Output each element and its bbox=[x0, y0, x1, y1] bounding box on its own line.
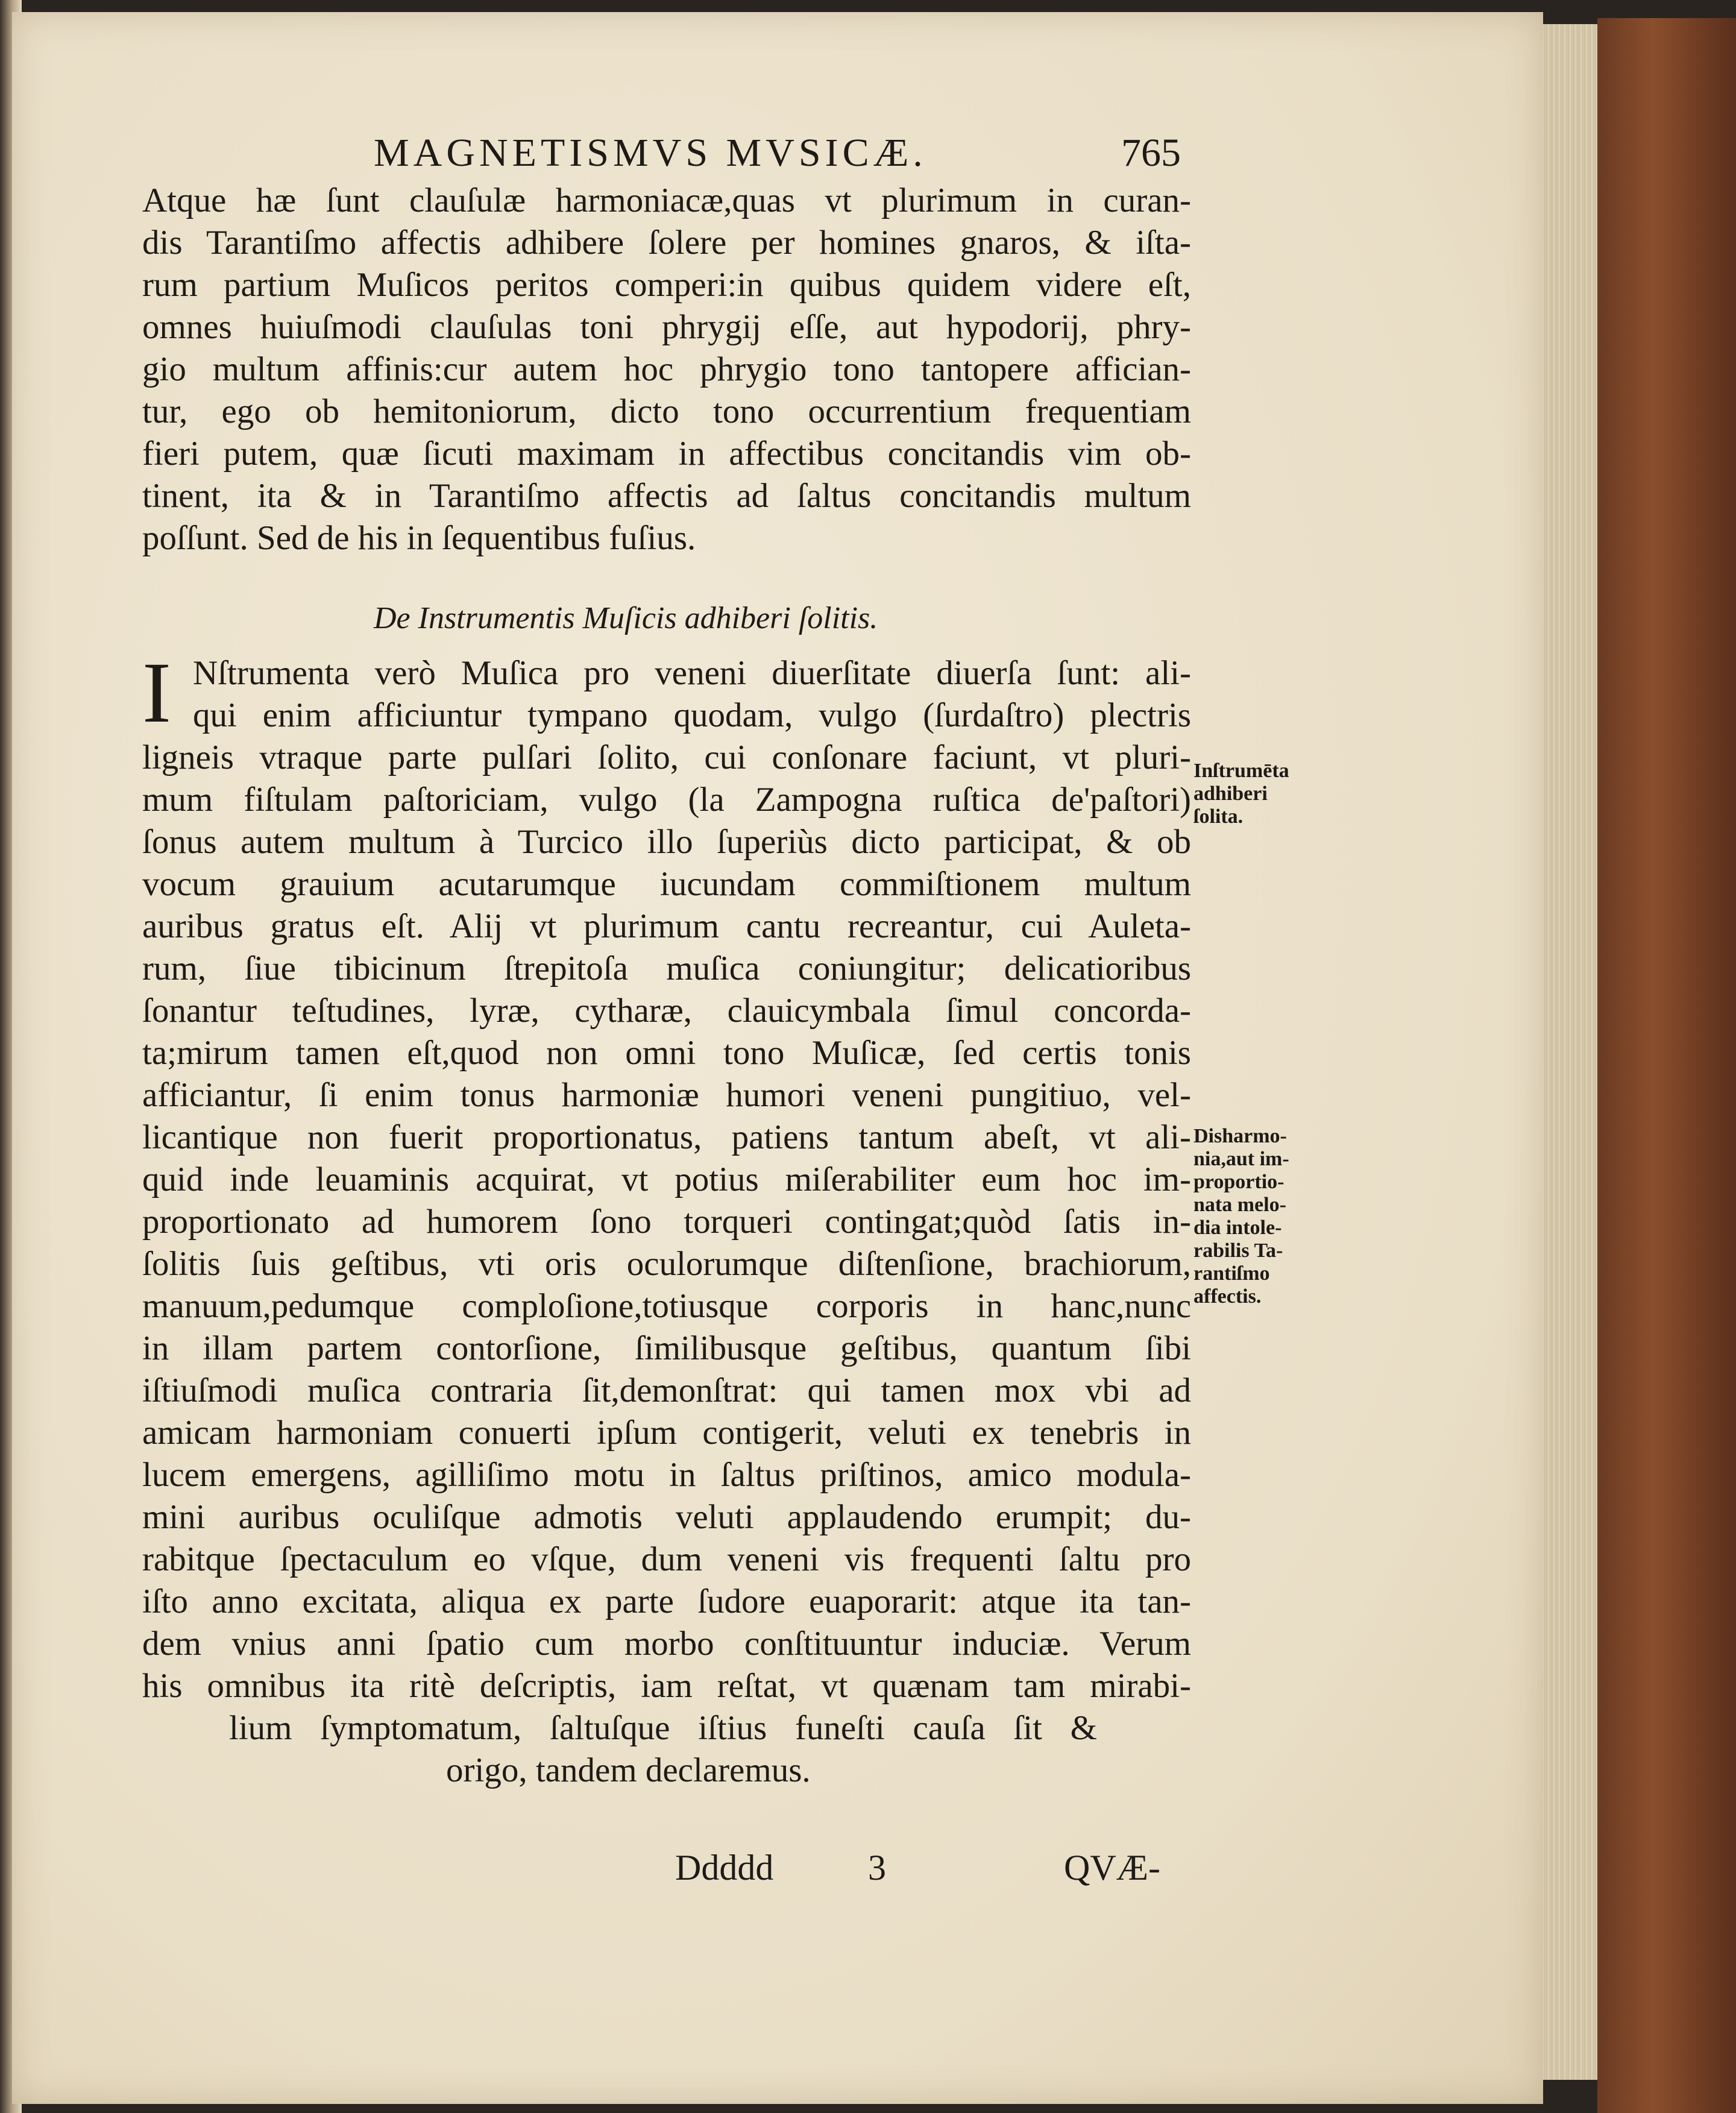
text-line: licantique non fuerit proportionatus, patiens tantum abeſt, vt ali- bbox=[142, 1119, 1191, 1156]
signature-mark: Ddddd bbox=[675, 1848, 774, 1888]
text-line: auribus gratus eſt. Alij vt plurimum cantu recreantur, cui Auleta- bbox=[142, 908, 1191, 945]
text-line: ligneis vtraque parte pulſari ſolito, cui conſonare faciunt, vt pluri- bbox=[142, 739, 1191, 776]
text-line: mini auribus oculiſque admotis veluti applaudendo erumpit; du- bbox=[142, 1499, 1191, 1536]
margin-note-line: nata melo- bbox=[1194, 1194, 1286, 1216]
text-line: qui enim afficiuntur tympano quodam, vulgo (ſurdaſtro) plectris bbox=[193, 697, 1191, 734]
running-head: MAGNETISMVS MVSICÆ. bbox=[374, 131, 927, 175]
text-line: origo, tandem declaremus. bbox=[446, 1752, 811, 1789]
page-number: 765 bbox=[1121, 131, 1181, 175]
text-line: gio multum affinis:cur autem hoc phrygio tono tantopere affician- bbox=[142, 351, 1191, 388]
text-line: ſolitis ſuis geſtibus, vti oris oculorumque diſtenſione, brachiorum, bbox=[142, 1245, 1191, 1283]
text-line: dis Tarantiſmo affectis adhibere ſolere per homines gnaros, & iſta- bbox=[142, 224, 1191, 262]
text-line: lucem emergens, agilliſimo motu in ſaltus priſtinos, amico modula- bbox=[142, 1456, 1191, 1494]
margin-note-line: rantiſmo bbox=[1194, 1262, 1270, 1285]
margin-note-line: Disharmo- bbox=[1194, 1125, 1287, 1147]
text-line: ſonus autem multum à Turcico illo ſuperiùs dicto participat, & ob bbox=[142, 823, 1191, 861]
margin-note-line: dia intole- bbox=[1194, 1217, 1282, 1239]
text-line: lium ſymptomatum, ſaltuſque iſtius funeſti cauſa ſit & bbox=[229, 1710, 1097, 1747]
margin-note-line: Inſtrumēta bbox=[1194, 760, 1289, 782]
drop-cap: I bbox=[142, 645, 171, 741]
text-line: in illam partem contorſione, ſimilibusque geſtibus, quantum ſibi bbox=[142, 1330, 1191, 1367]
text-line: iſtiuſmodi muſica contraria ſit,demonſtrat: qui tamen mox vbi ad bbox=[142, 1372, 1191, 1409]
text-line: amicam harmoniam conuerti ipſum contigerit, veluti ex tenebris in bbox=[142, 1414, 1191, 1452]
catchword: QVÆ- bbox=[1064, 1848, 1160, 1888]
margin-note-line: rabilis Ta- bbox=[1194, 1239, 1283, 1262]
margin-note-line: nia,aut im- bbox=[1194, 1148, 1289, 1170]
text-line: Atque hæ ſunt clauſulæ harmoniacæ,quas vt plurimum in curan- bbox=[142, 182, 1191, 219]
signature-number: 3 bbox=[868, 1848, 886, 1888]
text-line: rabitque ſpectaculum eo vſque, dum veneni vis frequenti ſaltu pro bbox=[142, 1541, 1191, 1578]
text-line: omnes huiuſmodi clauſulas toni phrygij eſſe, aut hypodorij, phry- bbox=[142, 309, 1191, 346]
text-line: Nſtrumenta verò Muſica pro veneni diuerſitate diuerſa ſunt: ali- bbox=[193, 655, 1191, 692]
text-line: dem vnius anni ſpatio cum morbo conſtituuntur induciæ. Verum bbox=[142, 1625, 1191, 1663]
book-page bbox=[12, 12, 1543, 2104]
text-line: proportionato ad humorem ſono torqueri contingat;quòd ſatis in- bbox=[142, 1203, 1191, 1241]
book-cover bbox=[1597, 18, 1736, 2113]
text-line: fieri putem, quæ ſicuti maximam in affectibus concitandis vim ob- bbox=[142, 435, 1191, 473]
margin-note-line: proportio- bbox=[1194, 1171, 1285, 1193]
text-line: rum partium Muſicos peritos comperi:in quibus quidem videre eſt, bbox=[142, 266, 1191, 304]
text-line: rum, ſiue tibicinum ſtrepitoſa muſica coniungitur; delicatioribus bbox=[142, 950, 1191, 987]
margin-note-line: adhiberi bbox=[1194, 783, 1268, 805]
margin-note-line: affectis. bbox=[1194, 1285, 1262, 1308]
text-line: poſſunt. Sed de his in ſequentibus fuſius. bbox=[142, 520, 696, 557]
text-line: quid inde leuaminis acquirat, vt potius miſerabiliter eum hoc im- bbox=[142, 1161, 1191, 1198]
text-line: iſto anno excitata, aliqua ex parte ſudore euaporarit: atque ita tan- bbox=[142, 1583, 1191, 1620]
text-line: tur, ego ob hemitoniorum, dicto tono occurrentium frequentiam bbox=[142, 393, 1191, 430]
text-line: tinent, ita & in Tarantiſmo affectis ad ſaltus concitandis multum bbox=[142, 477, 1191, 515]
text-line: afficiantur, ſi enim tonus harmoniæ humori veneni pungitiuo, vel- bbox=[142, 1077, 1191, 1114]
text-line: his omnibus ita ritè deſcriptis, iam reſtat, vt quænam tam mirabi- bbox=[142, 1667, 1191, 1705]
text-line: ſonantur teſtudines, lyræ, cytharæ, clauicymbala ſimul concorda- bbox=[142, 992, 1191, 1030]
section-heading: De Instrumentis Muſicis adhiberi ſolitis. bbox=[374, 601, 878, 635]
margin-note-line: ſolita. bbox=[1194, 805, 1244, 828]
text-line: ta;mirum tamen eſt,quod non omni tono Muſicæ, ſed certis tonis bbox=[142, 1034, 1191, 1072]
text-line: mum fiſtulam paſtoriciam, vulgo (la Zampogna ruſtica de'paſtori) bbox=[142, 781, 1191, 819]
text-line: vocum grauium acutarumque iucundam commiſtionem multum bbox=[142, 866, 1191, 903]
text-line: manuum,pedumque comploſione,totiusque corporis in hanc,nunc bbox=[142, 1288, 1191, 1325]
